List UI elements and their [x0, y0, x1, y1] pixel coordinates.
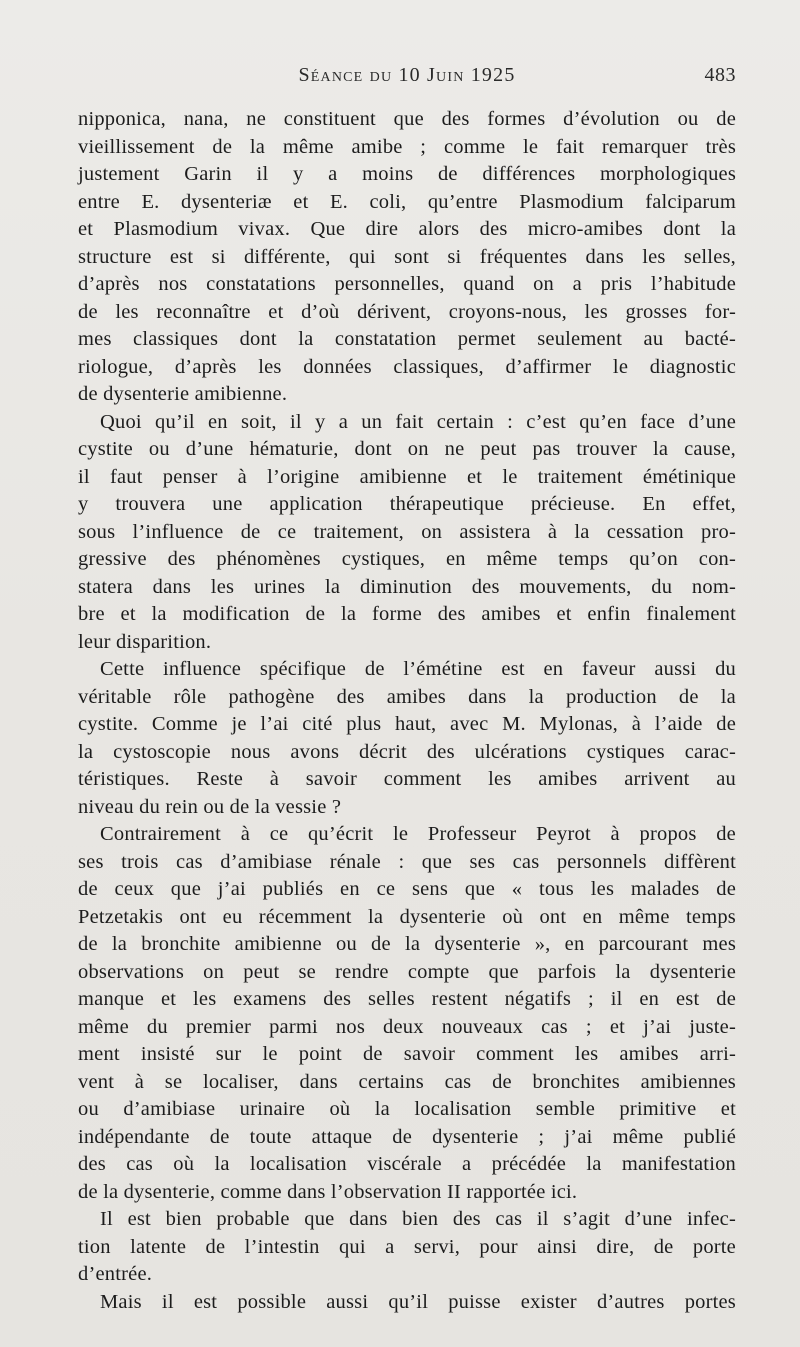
- text-line: Cette influence spécifique de l’émétine est en faveur aussi du: [100, 658, 736, 680]
- text-line: il faut penser à l’origine amibienne et le traitement émétinique: [78, 465, 736, 488]
- text-line: des cas où la localisation viscérale a précédée la manifestation: [78, 1153, 736, 1175]
- text-line: gressive des phénomènes cystiques, en même temps qu’on con-: [78, 548, 736, 570]
- text-line: indépendante de toute attaque de dysenterie ; j’ai même publié: [78, 1125, 736, 1148]
- running-header: [78, 64, 736, 92]
- text-line: d’après nos constatations personnelles, quand on a pris l’habitude: [78, 273, 736, 295]
- text-line: Mais il est possible aussi qu’il puisse exister d’autres portes: [100, 1290, 736, 1313]
- text-line: Petzetakis ont eu récemment la dysenterie où ont en même temps: [78, 905, 736, 928]
- text-line: justement Garin il y a moins de différences morphologiques: [78, 163, 736, 185]
- text-line: riologue, d’après les données classiques, d’affirmer le diagnostic: [78, 355, 736, 378]
- text-line: cystite. Comme je l’ai cité plus haut, avec M. Mylonas, à l’aide de: [78, 713, 736, 735]
- text-line: statera dans les urines la diminution des mouvements, du nom-: [78, 575, 736, 598]
- text-line: d’entrée.: [78, 1263, 153, 1285]
- text-line: observations on peut se rendre compte que parfois la dysenterie: [78, 960, 736, 983]
- text-line: vieillissement de la même amibe ; comme le fait remarquer très: [78, 135, 736, 158]
- text-line: de la dysenterie, comme dans l’observation II rapportée ici.: [78, 1180, 578, 1203]
- text-line: même du premier parmi nos deux nouveaux cas ; et j’ai juste-: [78, 1015, 736, 1038]
- text-line: de la bronchite amibienne ou de la dysenterie », en parcourant mes: [78, 933, 736, 955]
- text-line: structure est si différente, qui sont si fréquentes dans les selles,: [78, 245, 736, 268]
- text-line: ou d’amibiase urinaire où la localisation semble primitive et: [78, 1098, 736, 1120]
- text-line: y trouvera une application thérapeutique précieuse. En effet,: [78, 493, 736, 515]
- text-line: la cystoscopie nous avons décrit des ulcérations cystiques carac-: [78, 740, 736, 763]
- text-line: Il est bien probable que dans bien des cas il s’agit d’une infec-: [100, 1208, 736, 1230]
- body-text: [78, 106, 736, 1316]
- text-line: téristiques. Reste à savoir comment les amibes arrivent au: [78, 768, 736, 790]
- text-line: niveau du rein ou de la vessie ?: [78, 795, 342, 818]
- text-line: de les reconnaître et d’où dérivent, croyons-nous, les grosses for-: [78, 300, 736, 323]
- text-line: Quoi qu’il en soit, il y a un fait certain : c’est qu’en face d’une: [100, 410, 736, 433]
- text-line: manque et les examens des selles restent négatifs ; il en est de: [78, 988, 736, 1010]
- text-line: leur disparition.: [78, 630, 212, 653]
- text-line: nipponica, nana, ne constituent que des formes d’évolution ou de: [78, 108, 736, 130]
- text-line: véritable rôle pathogène des amibes dans la production de la: [78, 685, 736, 708]
- text-line: mes classiques dont la constatation permet seulement au bacté-: [78, 328, 736, 350]
- page-number: 483: [704, 64, 736, 86]
- text-line: bre et la modification de la forme des amibes et enfin finalement: [78, 603, 736, 625]
- text-line: entre E. dysenteriæ et E. coli, qu’entre Plasmodium falciparum: [78, 190, 736, 213]
- text-line: ment insisté sur le point de savoir comment les amibes arri-: [78, 1043, 736, 1065]
- text-line: de ceux que j’ai publiés en ce sens que « tous les malades de: [78, 878, 736, 900]
- text-line: sous l’influence de ce traitement, on assistera à la cessation pro-: [78, 520, 736, 543]
- text-line: Contrairement à ce qu’écrit le Professeur Peyrot à propos de: [100, 823, 736, 845]
- running-title: Séance du 10 Juin 1925: [298, 64, 516, 86]
- text-line: vent à se localiser, dans certains cas de bronchites amibiennes: [78, 1070, 736, 1093]
- text-line: cystite ou d’une hématurie, dont on ne peut pas trouver la cause,: [78, 438, 736, 460]
- text-line: et Plasmodium vivax. Que dire alors des micro-amibes dont la: [78, 218, 736, 240]
- text-line: ses trois cas d’amibiase rénale : que ses cas personnels diffèrent: [78, 850, 736, 873]
- text-line: tion latente de l’intestin qui a servi, pour ainsi dire, de porte: [78, 1235, 736, 1258]
- text-line: de dysenterie amibienne.: [78, 383, 288, 405]
